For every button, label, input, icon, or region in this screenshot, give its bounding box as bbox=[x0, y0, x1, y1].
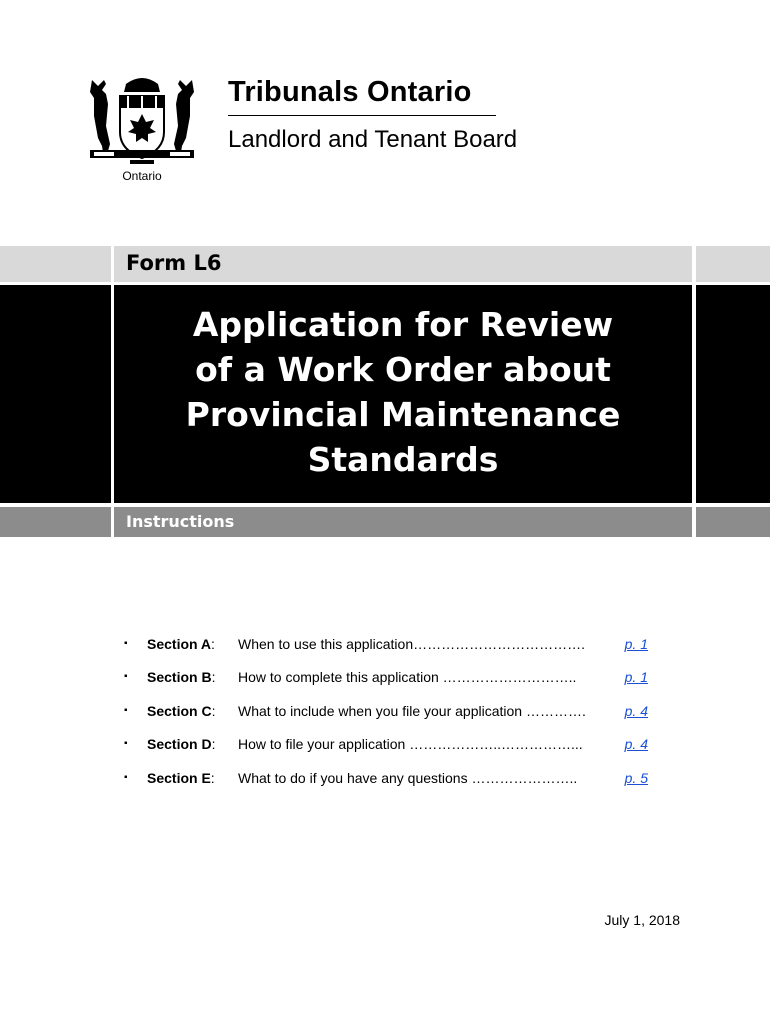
toc-item-section-e bbox=[0, 770, 770, 790]
form-date: July 1, 2018 bbox=[604, 912, 680, 928]
header-divider bbox=[228, 115, 496, 116]
form-number: Form L6 bbox=[126, 251, 222, 275]
bullet-icon: ▪ bbox=[124, 638, 128, 649]
bullet-icon: ▪ bbox=[124, 671, 128, 682]
toc-description: What to do if you have any questions ………………….. bbox=[238, 770, 578, 786]
toc-page-link[interactable]: p. 1 bbox=[624, 669, 648, 685]
toc-section-label: Section A: bbox=[147, 636, 215, 652]
toc-item-section-c bbox=[0, 703, 770, 723]
form-title: Application for Review of a Work Order about Provincial Maintenance Standards bbox=[185, 305, 621, 479]
toc-description: How to complete this application ……………………….. bbox=[238, 669, 577, 685]
org-subtitle: Landlord and Tenant Board bbox=[228, 126, 518, 153]
crest-caption: Ontario bbox=[122, 169, 162, 183]
bullet-icon: ▪ bbox=[124, 705, 128, 716]
toc-page-link[interactable]: p. 1 bbox=[624, 636, 648, 652]
ontario-crest-logo bbox=[86, 72, 198, 190]
form-band-left bbox=[0, 246, 111, 282]
toc-section-label: Section B: bbox=[147, 669, 216, 685]
instructions-heading: Instructions bbox=[126, 512, 235, 531]
toc-item-section-d bbox=[0, 736, 770, 756]
toc-section-label: Section D: bbox=[147, 736, 216, 752]
instructions-band-right bbox=[696, 507, 770, 537]
toc-item-section-a bbox=[0, 636, 770, 656]
bullet-icon: ▪ bbox=[124, 772, 128, 783]
instructions-band-left bbox=[0, 507, 111, 537]
toc-description: How to file your application ………………..……………... bbox=[238, 736, 583, 752]
title-band-left bbox=[0, 285, 111, 503]
bullet-icon: ▪ bbox=[124, 738, 128, 749]
toc-description: When to use this application………………………………. bbox=[238, 636, 585, 652]
toc-section-label: Section C: bbox=[147, 703, 216, 719]
form-band-right bbox=[696, 246, 770, 282]
toc-description: What to include when you file your application …………. bbox=[238, 703, 586, 719]
toc-page-link[interactable]: p. 4 bbox=[624, 703, 648, 719]
org-name: Tribunals Ontario bbox=[228, 76, 472, 108]
title-band-right bbox=[696, 285, 770, 503]
toc-page-link[interactable]: p. 5 bbox=[624, 770, 648, 786]
toc-page-link[interactable]: p. 4 bbox=[624, 736, 648, 752]
toc-section-label: Section E: bbox=[147, 770, 215, 786]
toc-item-section-b bbox=[0, 669, 770, 689]
